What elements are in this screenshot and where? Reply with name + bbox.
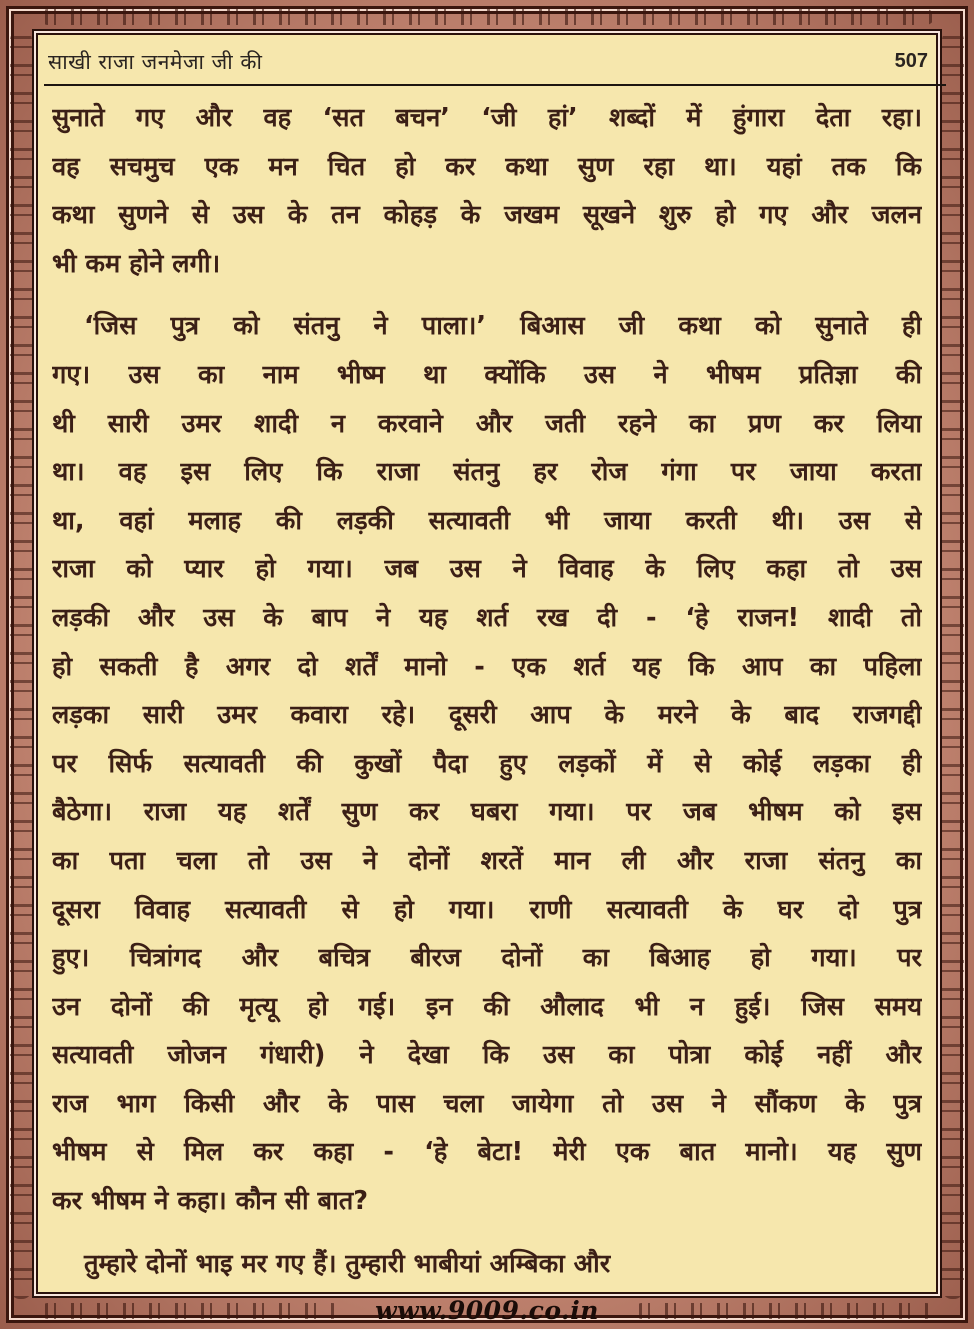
top-ornament xyxy=(40,9,934,25)
text-line: उन दोनों की मृत्यू हो गई। इन की औलाद भी न हुई। जिस समय xyxy=(52,991,922,1022)
text-line: था। वह इस लिए कि राजा संतनु हर रोज गंगा पर जाया करता xyxy=(52,457,922,488)
text-line: बैठेगा। राजा यह शर्तें सुण कर घबरा गया। पर जब भीषम को इस xyxy=(52,797,922,828)
text-line: लड़की और उस के बाप ने यह शर्त रख दी - ‘हे राजन! शादी तो xyxy=(52,602,922,633)
text-line: हुए। चित्रांगद और बचित्र बीरज दोनों का बिआह हो गया। पर xyxy=(52,943,922,974)
paragraph xyxy=(52,94,922,288)
text-line: लड़का सारी उमर कवारा रहे। दूसरी आप के मरने के बाद राजगद्दी xyxy=(52,700,922,731)
text-line: राज भाग किसी और के पास चला जायेगा तो उस ने सौंकण के पुत्र xyxy=(52,1088,922,1119)
page-header xyxy=(44,44,946,86)
paragraph xyxy=(52,1240,922,1289)
footer xyxy=(0,1293,974,1329)
text-line: पर सिर्फ सत्यावती की कुखों पैदा हुए लड़कों में से कोई लड़का ही xyxy=(52,748,922,779)
right-ornament xyxy=(942,30,964,1299)
text-line: थी सारी उमर शादी न करवाने और जती रहने का प्रण कर लिया xyxy=(52,408,922,439)
text-line: हो सकती है अगर दो शर्तें मानो - एक शर्त यह कि आप का पहिला xyxy=(52,651,922,682)
text-line: तुम्हारे दोनों भाइ मर गए हैं। तुम्हारी भाबीयां अम्बिका और xyxy=(84,1248,611,1279)
text-line: भी कम होने लगी। xyxy=(52,248,221,279)
text-line: ‘जिस पुत्र को संतनु ने पाला।’ बिआस जी कथा को सुनाते ही xyxy=(84,311,922,342)
text-line: भीषम से मिल कर कहा - ‘हे बेटा! मेरी एक बात मानो। यह सुण xyxy=(52,1137,922,1168)
text-line: सत्यावती जोजन गंधारी) ने देखा कि उस का पोत्रा कोई नहीं और xyxy=(52,1040,922,1071)
text-line: था, वहां मलाह की लड़की सत्यावती भी जाया करती थी। उस से xyxy=(52,505,922,536)
chapter-title: साखी राजा जनमेजा जी की xyxy=(48,50,263,74)
text-line: दूसरा विवाह सत्यावती से हो गया। राणी सत्यावती के घर दो पुत्र xyxy=(52,894,922,925)
page-body xyxy=(52,94,922,1288)
text-line: वह सचमुच एक मन चित हो कर कथा सुण रहा था। यहां तक कि xyxy=(52,151,922,182)
text-line: का पता चला तो उस ने दोनों शरतें मान ली और राजा संतनु का xyxy=(52,845,922,876)
page-number: 507 xyxy=(894,50,928,72)
left-ornament xyxy=(10,30,32,1299)
website-link[interactable]: www.9009.co.in xyxy=(375,1296,599,1325)
text-line: गए। उस का नाम भीष्म था क्योंकि उस ने भीषम प्रतिज्ञा की xyxy=(52,359,922,390)
paragraph xyxy=(52,302,922,1225)
text-line: सुनाते गए और वह ‘सत बचन’ ‘जी हां’ शब्दों में हुंगारा देता रहा। xyxy=(52,103,922,133)
text-line: राजा को प्यार हो गया। जब उस ने विवाह के लिए कहा तो उस xyxy=(52,554,922,585)
text-line: कथा सुणने से उस के तन कोहड़ के जखम सूखने शुरु हो गए और जलन xyxy=(52,200,922,231)
text-line: कर भीषम ने कहा। कौन सी बात? xyxy=(52,1186,369,1217)
